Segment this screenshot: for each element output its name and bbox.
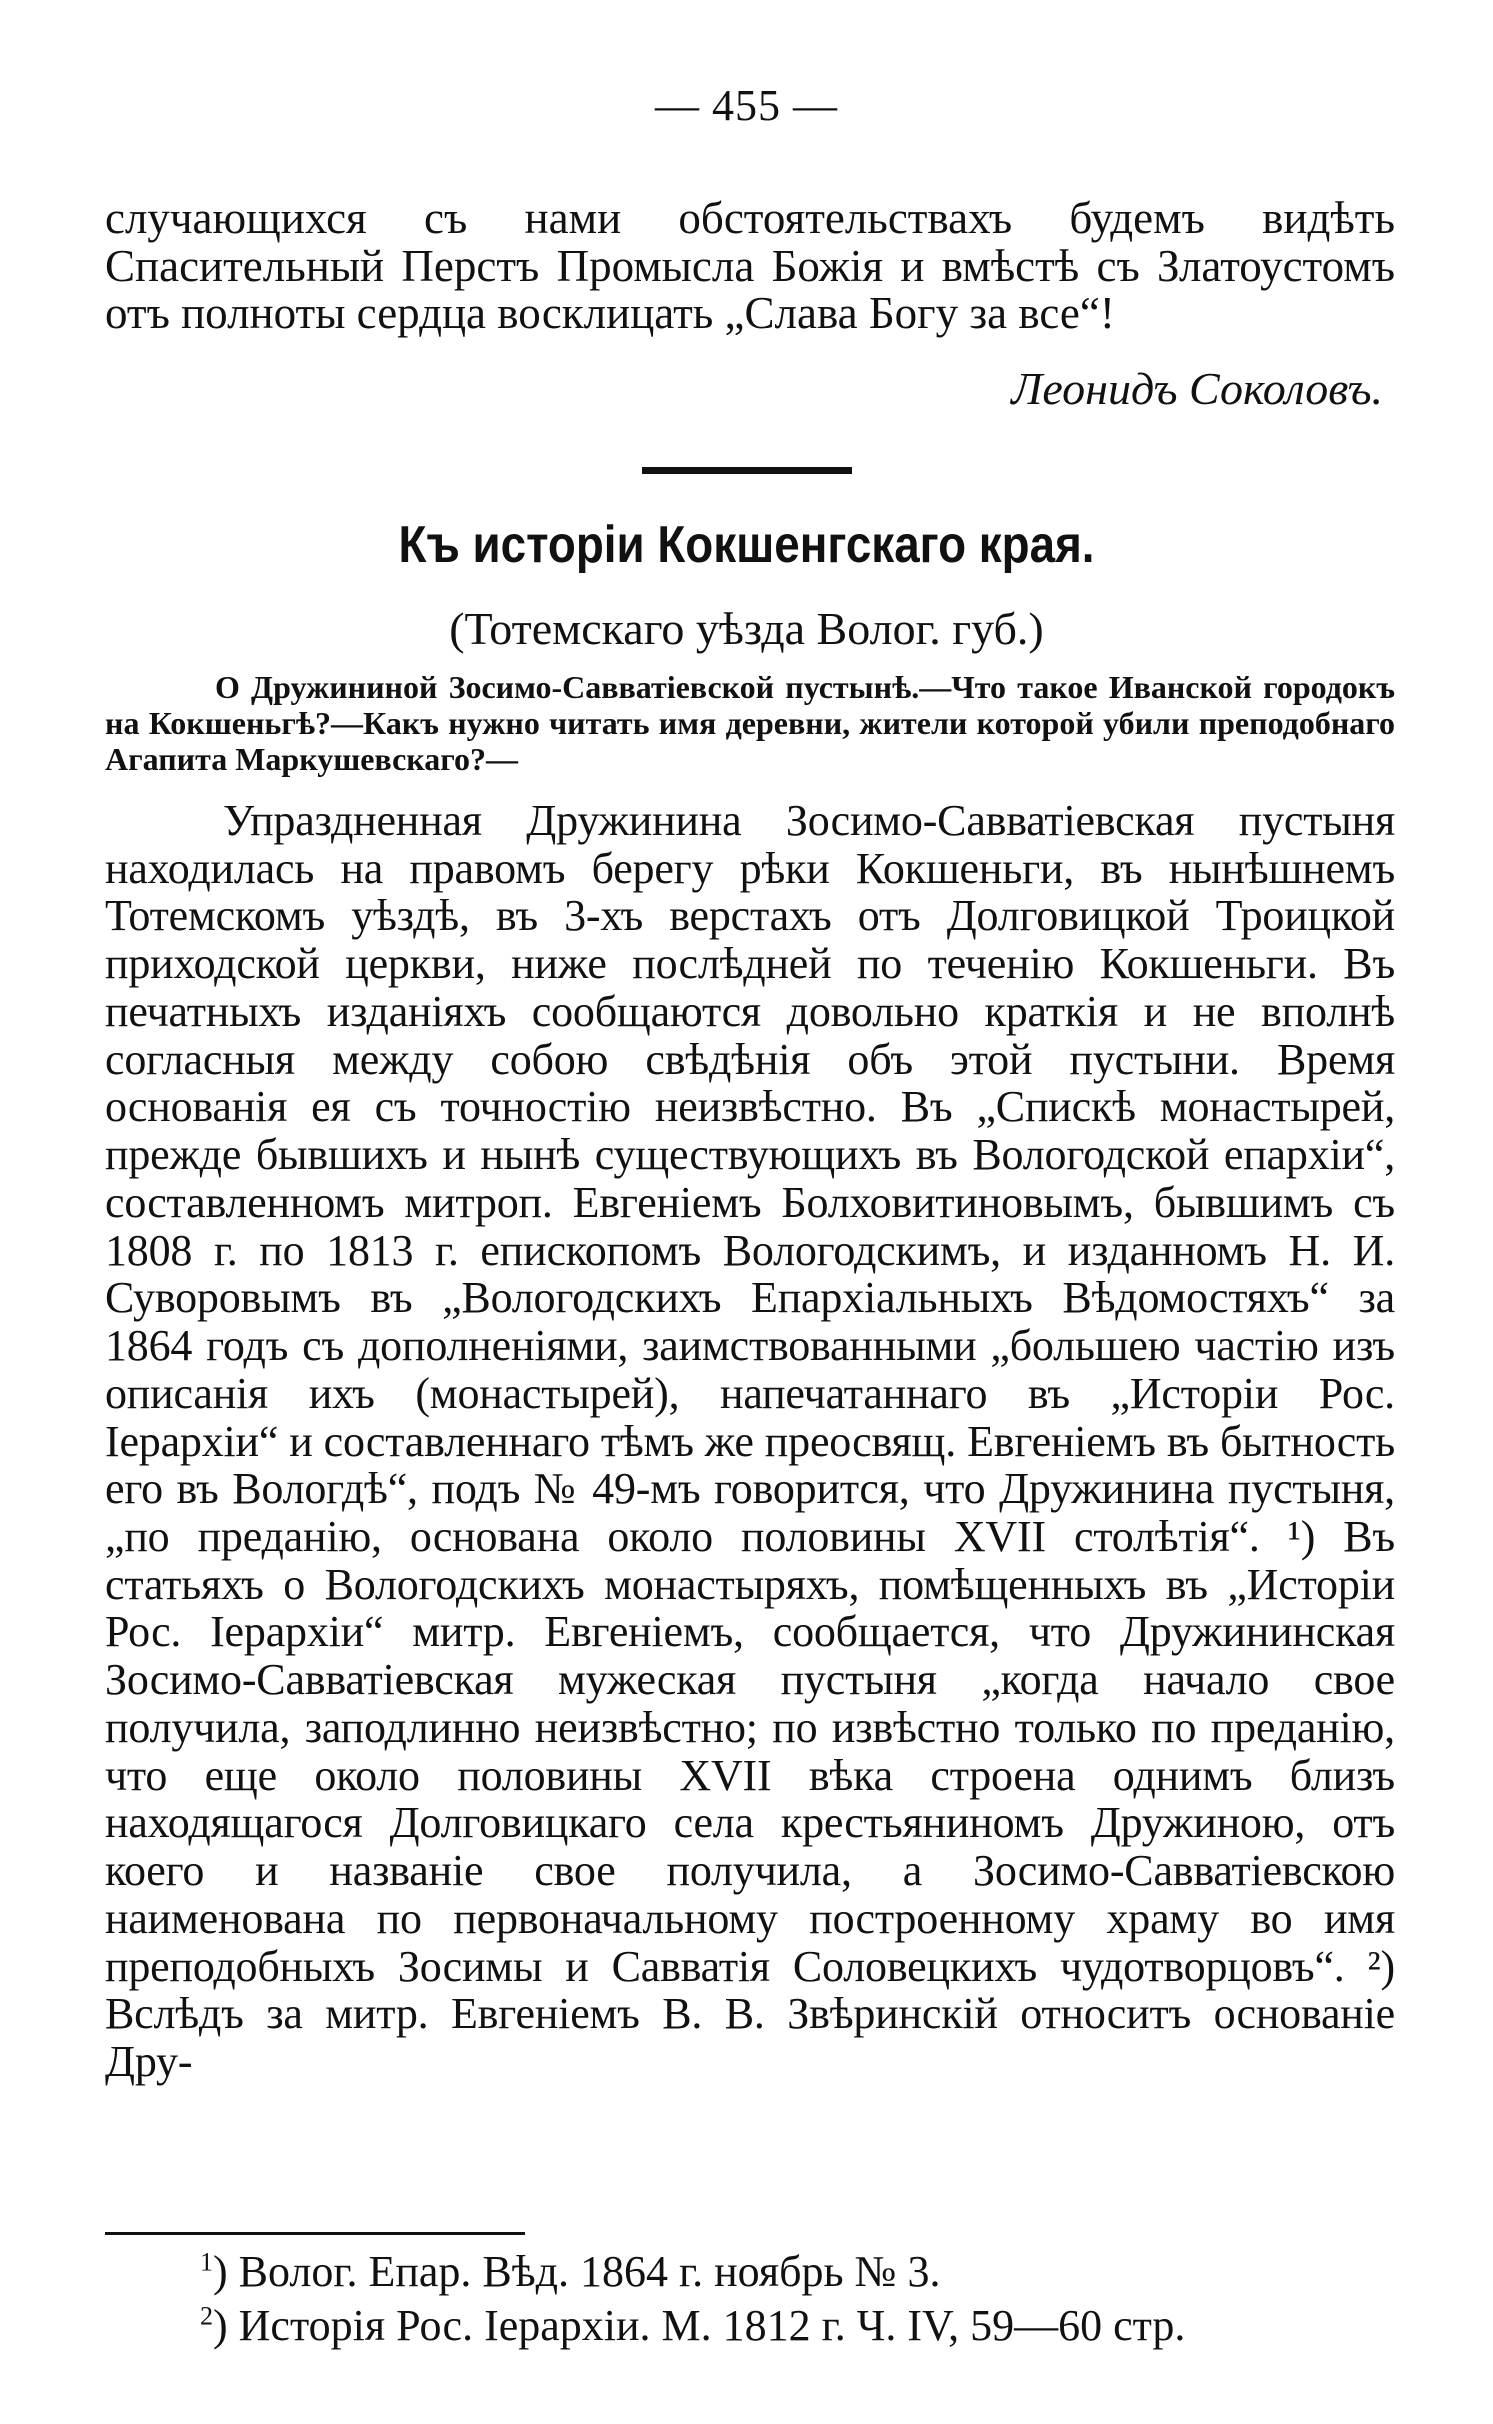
section-divider [642, 467, 852, 474]
article-summary: О Дружининой Зосимо-Савватіевской пустынѣ.—Что такое Иванской городокъ на Кокшеньгѣ?—Какъ нужно читать имя деревни, жители которой убили преподобнаго Агапита Маркушевскаго?— [105, 669, 1395, 777]
footnote-text: ) Волог. Епар. Вѣд. 1864 г. ноябрь № 3. [213, 2247, 941, 2296]
footnote-mark: 1 [200, 2247, 213, 2277]
footnote-2 [200, 2299, 1400, 2353]
page-number: — 455 — [655, 81, 838, 130]
footnote-divider [105, 2232, 525, 2235]
article-subtitle: (Тотемскаго уѣзда Волог. губ.) [449, 603, 1044, 654]
footnote-text: ) Исторія Рос. Іерархіи. М. 1812 г. Ч. IV, 59—60 стр. [213, 2300, 1186, 2350]
article-body: Упраздненная Дружинина Зосимо-Савватіевская пустыня находилась на правомъ берегу рѣки Кокшеньги, въ нынѣшнемъ Тотемскомъ уѣздѣ, въ 3-хъ верстахъ отъ Долговицкой Троицкой приходской церкви, ниже послѣдней по теченію Кокшеньги. Въ печатныхъ изданіяхъ сообщаются довольно краткія и не вполнѣ согласныя между собою свѣдѣнія объ этой пустыни. Время основанія ея съ точностію неизвѣстно. Въ „Спискѣ монастырей, прежде бывшихъ и нынѣ существующихъ въ Вологодской епархіи“, составленномъ митроп. Евгеніемъ Болховитиновымъ, бывшимъ съ 1808 г. по 1813 г. епископомъ Вологодскимъ, и изданномъ Н. И. Суворовымъ въ „Вологодскихъ Епархіальныхъ Вѣдомостяхъ“ за 1864 годъ съ дополненіями, заимствованными „большею частію изъ описанія ихъ (монастырей), напечатаннаго въ „Исторіи Рос. Іерархіи“ и составленнаго тѣмъ же преосвящ. Евгеніемъ въ бытность его въ Вологдѣ“, подъ № 49-мъ говорится, что Дружинина пустыня, „по преданію, основана около половины XVII столѣтія“. ¹) Въ статьяхъ о Вологодскихъ монастыряхъ, помѣщенныхъ въ „Исторіи Рос. Іерархіи“ митр. Евгеніемъ, сообщается, что Дружининская Зосимо-Савватіевская мужеская пустыня „когда начало свое получила, заподлинно неизвѣстно; по извѣстно только по преданію, что еще около половины XVII вѣка строена однимъ близъ находящагося Долговицкаго села крестьяниномъ Дружиною, отъ коего и названіе свое получила, а Зосимо-Савватіевскою наименована по первоначальному построенному храму во имя преподобныхъ Зосимы и Савватія Соловецкихъ чудотворцовъ“. ²) Вслѣдъ за митр. Евгеніемъ В. В. Звѣринскій относитъ основаніе Дру- [105, 796, 1395, 2087]
article-title: Къ исторіи Кокшенгскаго края. [398, 516, 1095, 574]
footnote-mark: 2 [200, 2301, 213, 2331]
footnotes [200, 2245, 1400, 2352]
footnote-1 [200, 2245, 1400, 2299]
closing-paragraph: случающихся съ нами обстоятельствахъ будемъ видѣть Спасительный Перстъ Промысла Божія и вмѣстѣ съ Златоустомъ отъ полноты сердца восклицать „Слава Богу за все“! [105, 193, 1395, 339]
author-signature: Леонидъ Соколовъ. [1011, 363, 1383, 414]
